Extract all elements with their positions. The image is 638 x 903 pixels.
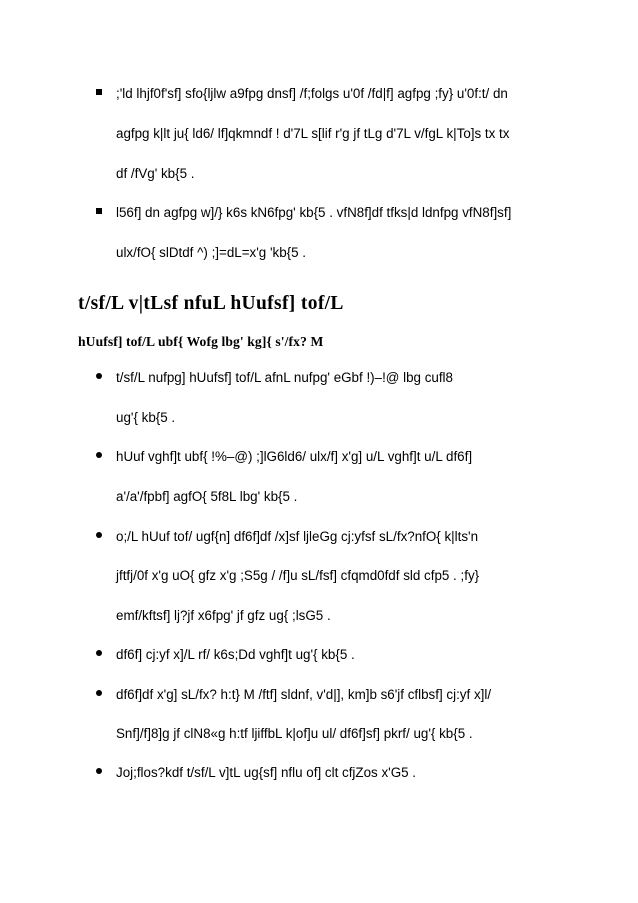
paragraph-line: l56f] dn agfpg w]/} k6s kN6fpg' kb{5 . vfN8f]df tfks|d ldnfpg vfN8f]sf] [116,205,512,220]
paragraph-line: df6f] cj:yf x]/L rf/ k6s;Dd vghf]t ug'{ kb{5 . [116,647,355,662]
paragraph-line: a'/a'/fpbf] agfO{ 5f8L lbg' kb{5 . [116,489,298,504]
sub-heading: hUufsf] tof/L ubf{ Wofg lbg' kg]{ s'/fx? M [78,334,324,349]
paragraph-line: t/sf/L nufpg] hUufsf] tof/L afnL nufpg' eGbf !)–!@ lbg cufl8 [116,370,453,385]
paragraph-line: df6f]df x'g] sL/fx? h:t} M /ftf] sldnf, v'd|], km]b s6'jf cflbsf] cj:yf x]l/ [116,687,492,702]
paragraph-line: Snf]/f]8]g jf clN8«g h:tf ljiffbL k|of]u ul/ df6f]sf] pkrf/ ug'{ kb{5 . [116,726,473,741]
paragraph-line: df /fVg' kb{5 . [116,166,195,181]
paragraph-line: emf/kftsf] lj?jf x6fpg' jf gfz ug{ ;lsG5 . [116,608,331,623]
bullet-marker [96,370,102,386]
bullet-marker [96,529,102,545]
bullet-marker [96,86,102,102]
paragraph-line: o;/L hUuf tof/ ugf{n] df6f]df /x]sf ljleGg cj:yfsf sL/fx?nfO{ k|lts'n [116,529,479,544]
section-heading: t/sf/L v|tLsf nfuL hUufsf] tof/L [78,293,344,314]
bullet-marker [96,449,102,465]
paragraph-line: agfpg k|lt ju{ ld6/ lf]qkmndf ! d'7L s[lif r'g jf tLg d'7L v/fgL k|To]s tx tx [116,126,510,141]
paragraph-line: ;'ld lhjf0f'sf] sfo{ljlw a9fpg dnsf] /f;folgs u'0f /fd|f] agfpg ;fy} u'0f:t/ dn [116,86,508,101]
paragraph-line: ulx/fO{ slDtdf ^) ;]=dL=x'g 'kb{5 . [116,245,307,260]
bullet-marker [96,687,102,703]
paragraph-line: ug'{ kb{5 . [116,410,176,425]
paragraph-line: Joj;flos?kdf t/sf/L v]tL ug{sf] nflu of] clt cfjZos x'G5 . [116,765,417,780]
paragraph-line: hUuf vghf]t ubf{ !%–@) ;]lG6ld6/ ulx/f] x'g] u/L vghf]t u/L df6f] [116,449,473,464]
paragraph-line: jftfj/0f x'g uO{ gfz x'g ;S5g / /f]u sL/fsf] cfqmd0fdf sld cfp5 . ;fy} [116,568,480,583]
bullet-marker [96,765,102,781]
bullet-marker [96,205,102,221]
bullet-marker [96,647,102,663]
